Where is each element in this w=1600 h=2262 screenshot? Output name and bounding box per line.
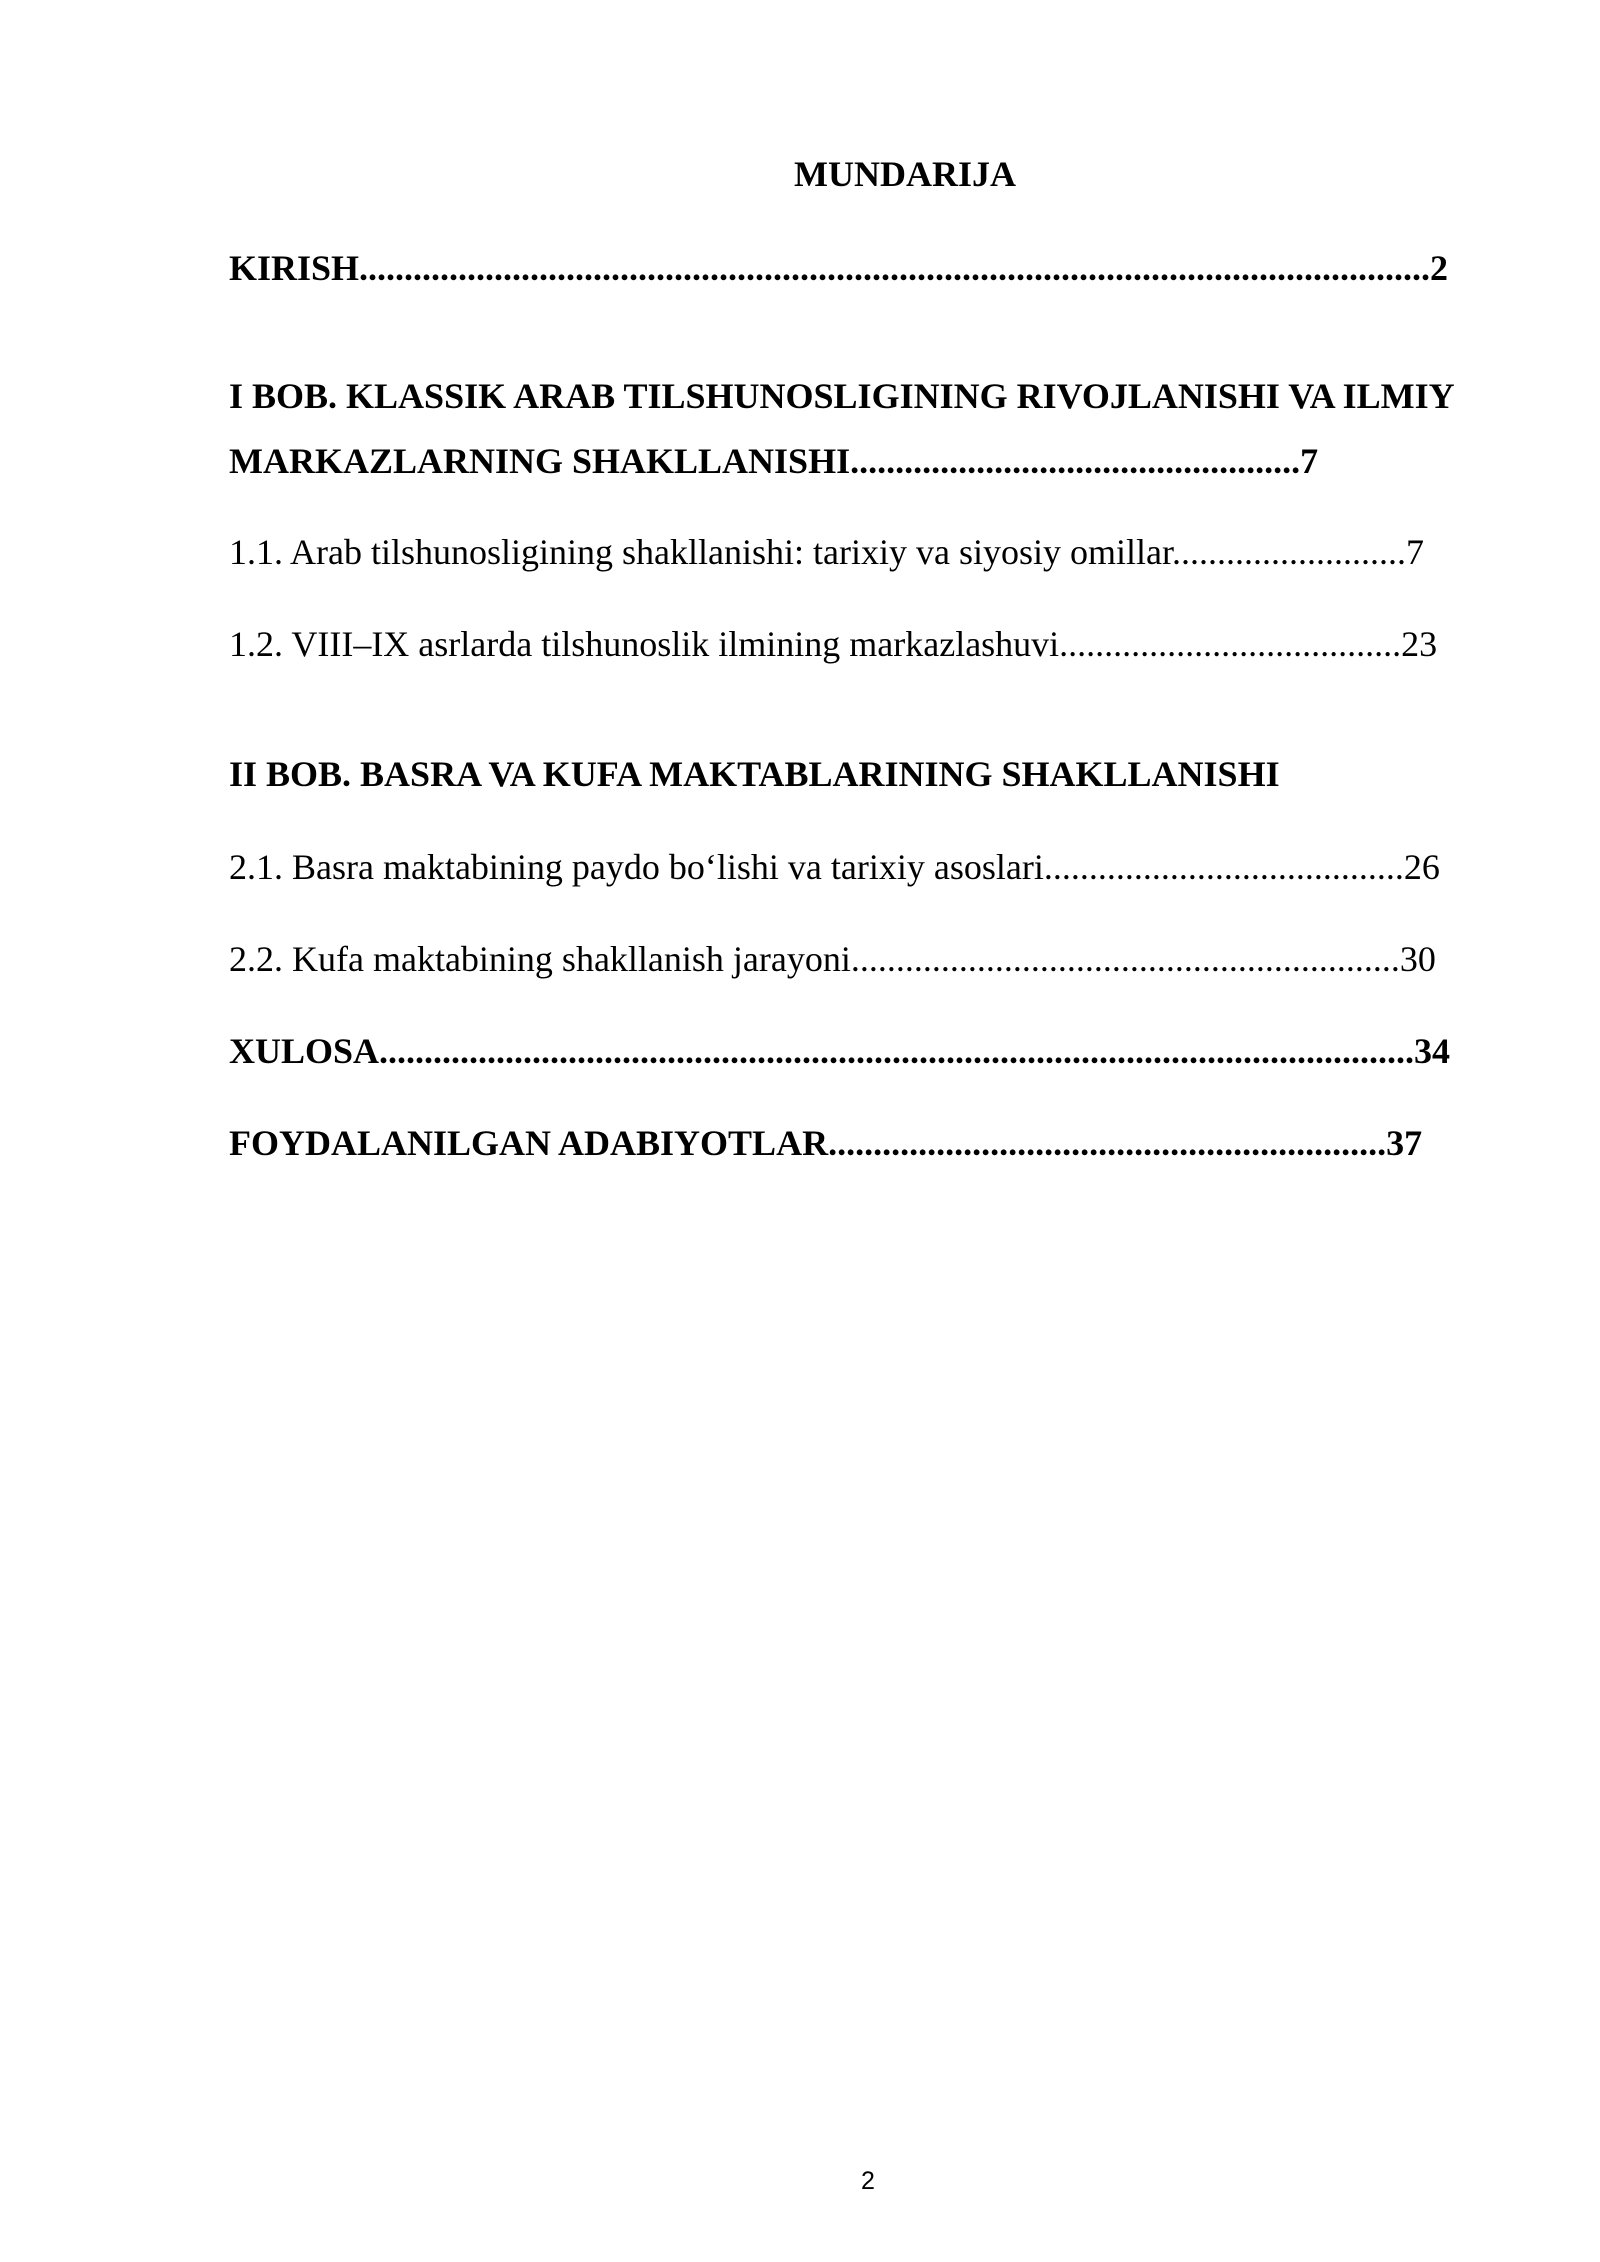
toc-entry-adabiyotlar[interactable]: FOYDALANILGAN ADABIYOTLAR..............................................................37 (229, 1123, 1423, 1163)
page-number: 2 (861, 2167, 875, 2195)
toc-entry-kirish[interactable]: KIRISH.......................................................................................................................2 (229, 248, 1449, 288)
toc-entry-section-1-1[interactable]: 1.1. Arab tilshunosligining shakllanishi: tarixiy va siyosiy omillar..........................7 (229, 532, 1424, 572)
toc-entry-chapter-1-line-2[interactable]: MARKAZLARNING SHAKLLANISHI..................................................7 (229, 441, 1319, 481)
toc-heading (0, 152, 1600, 196)
toc-entry-section-2-1[interactable]: 2.1. Basra maktabining paydo bo‘lishi va tarixiy asoslari........................................26 (229, 847, 1440, 887)
toc-entry-xulosa[interactable]: XULOSA...................................................................................................................34 (229, 1031, 1451, 1071)
toc-heading-text: MUNDARIJA (794, 154, 1016, 194)
toc-entry-section-1-2[interactable]: 1.2. VIII–IX asrlarda tilshunoslik ilmining markazlashuvi......................................23 (229, 624, 1438, 664)
toc-entry-chapter-2[interactable]: II BOB. BASRA VA KUFA MAKTABLARINING SHAKLLANISHI (229, 754, 1280, 794)
toc-entry-section-2-2[interactable]: 2.2. Kufa maktabining shakllanish jarayoni.............................................................30 (229, 939, 1436, 979)
toc-entry-chapter-1-line-1[interactable]: I BOB. KLASSIK ARAB TILSHUNOSLIGINING RIVOJLANISHI VA ILMIY (229, 376, 1455, 416)
